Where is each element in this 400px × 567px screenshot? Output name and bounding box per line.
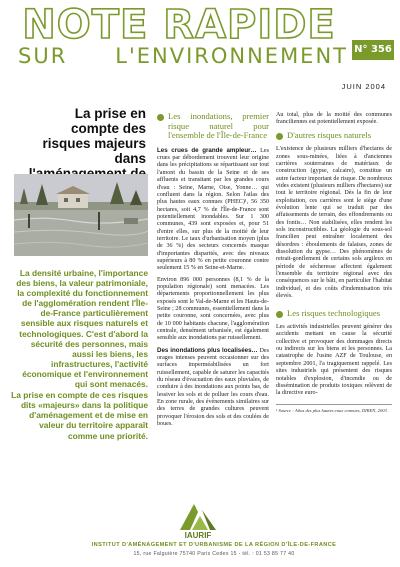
paragraph-natural-risks: L'existence de plusieurs milliers d'hectares de zones sous-minées, liées à d'anciennes carrières souterraines de matériaux de construction (gypse, calcaire), constitue un autre facteur important de risque. De nombreux vides existent (plusieurs milliers d'hectares) sur tout le territoire régional. Dès la fin de leur exploitation, ces carrières sont le siège d'une évolution lente qui se traduit par des affaissements de terrain, des effondrements ou des fontis… Non stabilisées, elles rendent les sols inconstructibles. La géologie du sous-sol francilien peut entraîner localement des désordres : éboulements de falaises, zones de dissolution du gypse… Des phénomènes de retrait-gonflement de certains sols argileux en période de sécheresse affectent également l'ensemble du territoire régional avec des conséquences sur le bâti, en particulier l'habitat individuel, et des coûts d'indemnisation très élevés. xyxy=(276,146,392,300)
flood-photo xyxy=(14,174,148,256)
section-title-floods: Les inondations, premier risque naturel pour l'ensemble de l'Île-de-France xyxy=(168,111,269,141)
article-headline: La prise en compte des risques majeurs dans xyxy=(42,106,146,166)
lead-text-1: La densité urbaine, l'importance des biens, la valeur patrimoniale, la complexité du fonctionnement de l'agglomération rendent l'Île-de-France particulièrement sensible aux risques naturels et technologiques. C'est d'abord la sécurité des personnes, mais aussi les biens, les infrastructures, l'activité économique et l'environnement qui sont menacés. xyxy=(16,268,148,390)
subsection-title-local-floods: Des inondations plus localisées… xyxy=(157,346,258,354)
subsection-local-floods xyxy=(157,347,269,429)
subsection-text-local-floods: Des orages intenses peuvent occasionner sur des surfaces imperméabilisées un fort ruissellement, capable de saturer les capacités du réseau d'évacuation des eaux pluviales, de conduire à des inondations aux points bas, de lessiver les sols et de polluer les cours d'eau. En zone rurale, des événements similaires sur des terres de grandes cultures peuvent provoquer l'érosion des sols et des coulées de boues. xyxy=(157,347,269,428)
bullet-icon xyxy=(276,133,283,140)
column-floods xyxy=(157,112,269,433)
iaurif-logo-icon xyxy=(172,500,224,540)
lead-text-2: La prise en compte de ces risques dits «majeurs» dans la politique d'aménagement et de mise en valeur du territoire apparaît comme une priorité. xyxy=(11,390,148,441)
subsection-title-major-floods: Les crues de grande ampleur… xyxy=(157,146,257,154)
section-title-natural-risks: D'autres risques naturels xyxy=(287,129,372,140)
subsection-text-major-floods: Les crues par débordement trouvent leur origine dans les précipitations se répartissant sur tout l'amont du bassin de la Seine et de ses affluents et transitant par les grandes cours d'eau : Seine, Marne, Oise, Yonne… qui confluent dans la région. Selon l'atlas des plus hautes eaux connues (PHEC)¹, 56 350 hectares, soit 4,7 % de l'Île-de-France sont potentiellement inondables. Sur 1 300 communes, 439 sont exposées et, pour 51 d'entre elles, sur plus de la moitié de leur territoire. Le taux d'urbanisation moyen (plus de 36 %) des secteurs concernés masque d'importantes disparités, avec des niveaux supérieurs à 80 % en petite couronne contre seulement 15 % en Seine-et-Marne. xyxy=(157,147,269,272)
logo-wordmark: IAURIF xyxy=(184,531,212,540)
flood-photo-illustration xyxy=(14,174,148,256)
bullet-icon xyxy=(157,114,164,121)
footer-institute-name: INSTITUT D'AMÉNAGEMENT ET D'URBANISME DE LA RÉGION D'ÎLE-DE-FRANCE xyxy=(91,542,337,548)
paragraph-exposed-population: Environ 896 000 personnes (8,1 % de la population régionale) sont menacées. Les départements proportionnellement les plus exposés sont le Val-de-Marne et les Hauts-de-Seine ; 28 communes, essentiellement dans la petite couronne, sont concernées, avec plus de 10 000 habitants chacune, l'agglomération centrale, densément urbanisée, est également sensible aux inondations par ruissellement. xyxy=(157,276,269,342)
section-heading-floods xyxy=(157,112,269,141)
masthead-subtitle-left: SUR xyxy=(18,44,68,68)
paragraph-total-exposed: Au total, plus de la moitié des communes franciliennes est potentiellement exposée. xyxy=(276,112,392,126)
paragraph-tech-risks: Les activités industrielles peuvent générer des accidents mettant en cause la sécurité collective et provoquer des dommages directs ou indirects sur les biens et les personnes. La catastrophe de l'usine AZF de Toulouse, en septembre 2001, l'a tragiquement rappelé. Les sites industriels qui présentent des risques notables d'explosion, d'incendie ou de dissémination de produits toxiques relèvent de la directive euro- xyxy=(276,324,392,397)
bullet-icon xyxy=(276,311,283,318)
footer-address: 15, rue Falguière 75740 Paris Cedex 15 - tél. : 01 53 85 77 40 xyxy=(133,551,295,557)
section-heading-tech-risks xyxy=(276,309,392,319)
masthead-title: NOTE RAPIDE xyxy=(22,2,336,48)
masthead-subtitle-right: L'ENVIRONNEMENT xyxy=(115,44,348,68)
lead-paragraph xyxy=(10,268,148,442)
masthead xyxy=(0,0,400,84)
iaurif-logo xyxy=(172,500,224,540)
section-heading-natural-risks xyxy=(276,131,392,141)
issue-number: N° 356 xyxy=(352,40,394,60)
section-title-tech-risks: Les risques technologiques xyxy=(287,307,381,318)
issue-date: JUIN 2004 xyxy=(341,82,386,91)
footnote: ¹ Source : Atlas des plus hautes eaux connues, DIREN, 2003. xyxy=(276,404,392,414)
masthead-subtitle xyxy=(18,44,348,68)
column-other-risks xyxy=(276,112,392,413)
subsection-major-floods xyxy=(157,147,269,273)
